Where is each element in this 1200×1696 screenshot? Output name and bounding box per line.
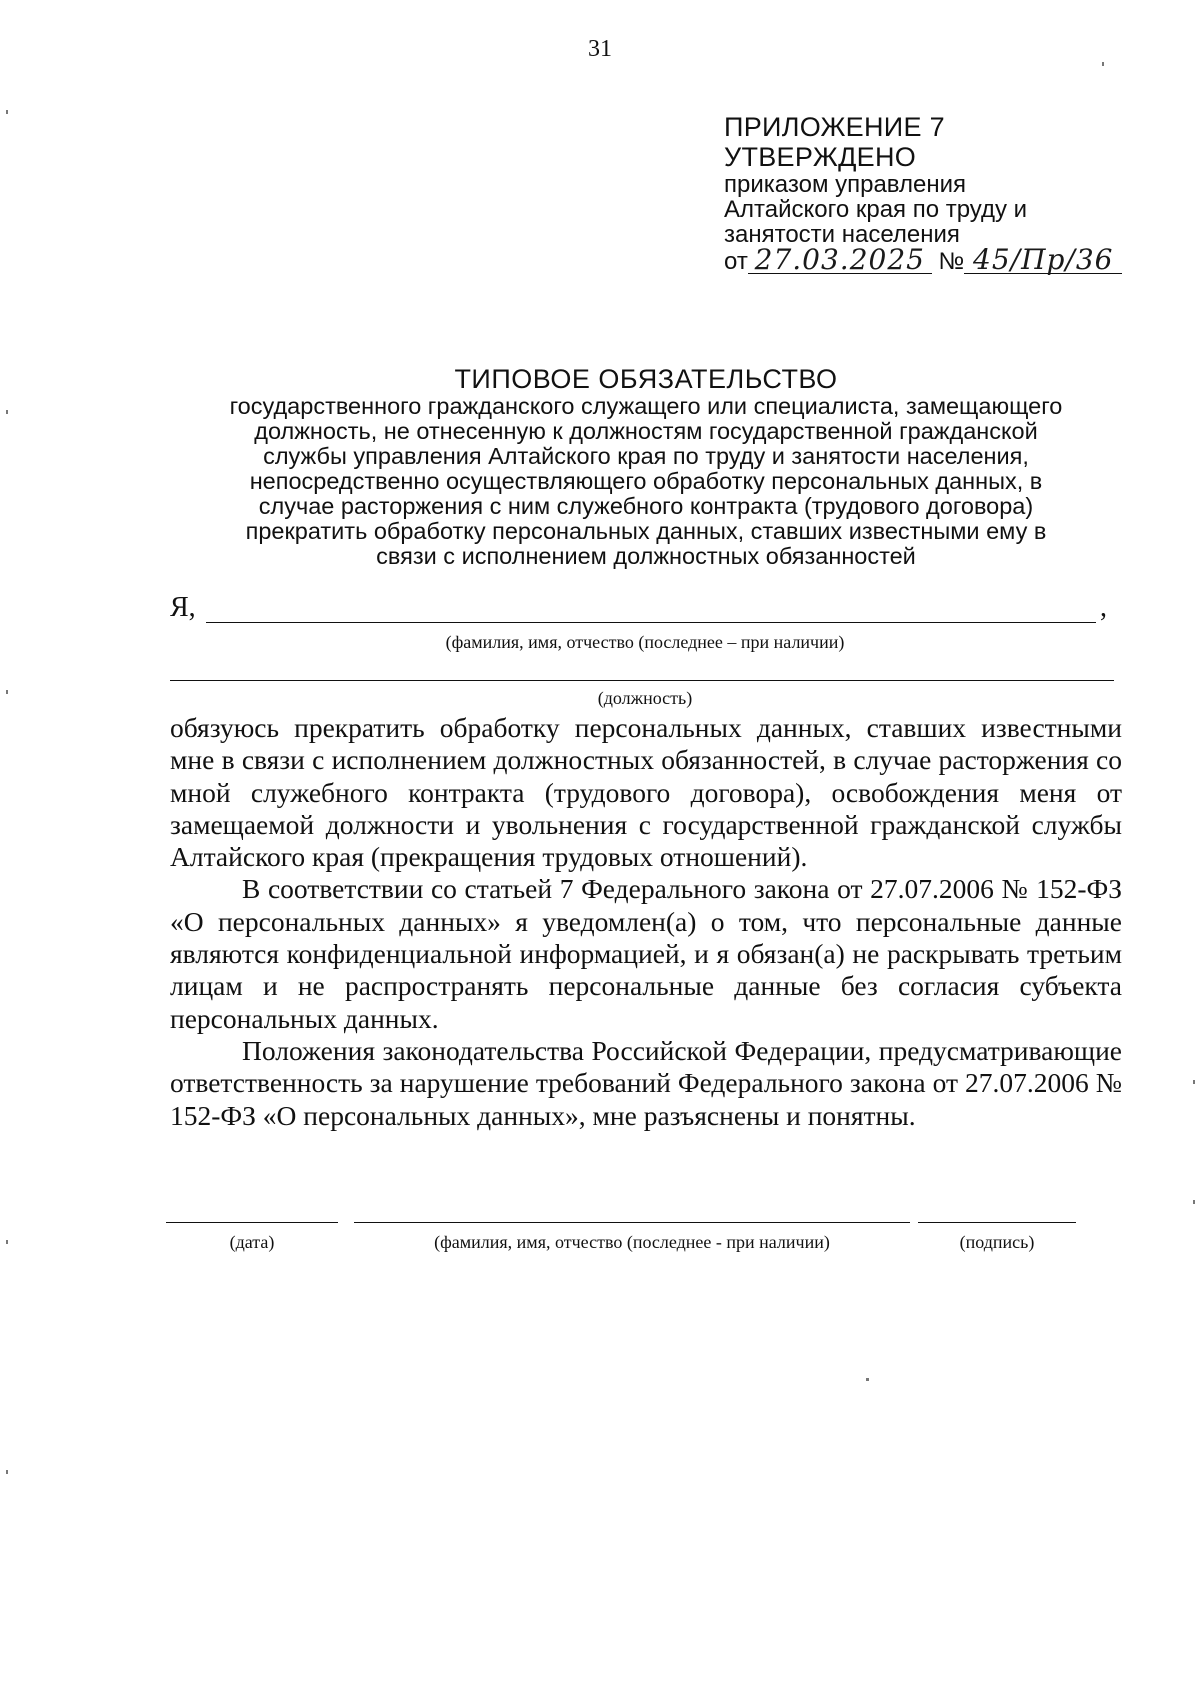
- position-caption: (должность): [597, 688, 693, 708]
- approved-label: УТВЕРЖДЕНО: [724, 142, 917, 172]
- document-title: ТИПОВОЕ ОБЯЗАТЕЛЬСТВО: [454, 364, 838, 394]
- position-blank-line[interactable]: [170, 680, 1114, 681]
- page-number: 31: [588, 36, 612, 62]
- title-line: прекратить обработку персональных данных, ставших известными ему в: [245, 518, 1047, 544]
- scan-speck: [1102, 62, 1104, 66]
- approval-line-1: приказом управления: [724, 171, 967, 198]
- approval-line-2: Алтайского края по труду и: [724, 196, 1028, 223]
- ya-label: Я,: [170, 592, 196, 623]
- signer-name-blank-line[interactable]: [354, 1222, 910, 1223]
- scan-speck: [6, 690, 8, 694]
- title-line: связи с исполнением должностных обязанностей: [376, 543, 916, 569]
- appendix-label: ПРИЛОЖЕНИЕ 7: [724, 112, 945, 142]
- number-prefix: №: [938, 248, 965, 275]
- title-line: должность, не отнесенную к должностям государственной гражданской: [254, 418, 1038, 444]
- title-line: государственного гражданского служащего или специалиста, замещающего: [229, 393, 1063, 419]
- signer-name-caption: (фамилия, имя, отчество (последнее - при наличии): [434, 1232, 830, 1252]
- approval-block: [724, 112, 1144, 276]
- name-field-row: [170, 592, 1120, 624]
- scan-speck: [866, 1378, 869, 1381]
- scan-speck: [6, 410, 8, 414]
- date-caption: (дата): [229, 1232, 275, 1252]
- scan-speck: [1193, 1200, 1195, 1204]
- comma: ,: [1100, 592, 1107, 623]
- paragraph: обязуюсь прекратить обработку персональных данных, ставших известными мне в связи с исполнением должностных обязанностей, в случае расторжения со мной служебного контракта (трудового договора), освобождения меня от замещаемой должности и увольнения с государственной гражданской службы Алтайского края (прекращения трудовых отношений).: [170, 712, 1122, 873]
- scan-speck: [6, 1470, 8, 1474]
- document-title-block: [170, 364, 1122, 569]
- name-blank-line[interactable]: [206, 622, 1096, 623]
- date-blank-line[interactable]: [166, 1222, 338, 1223]
- title-line: случае расторжения с ним служебного контракта (трудового договора): [258, 493, 1034, 519]
- order-line: [724, 243, 1144, 276]
- signature-caption: (подпись): [959, 1232, 1035, 1252]
- scan-speck: [6, 110, 8, 114]
- approval-line-3: занятости населения: [724, 221, 960, 248]
- name-caption: (фамилия, имя, отчество (последнее – при наличии): [445, 632, 845, 652]
- date-prefix: от: [724, 248, 748, 275]
- body-text: [170, 712, 1122, 1132]
- paragraph: В соответствии со статьей 7 Федерального закона от 27.07.2006 № 152-ФЗ «О персональных данных» я уведомлен(а) о том, что персональные данные являются конфиденциальной информацией, и я обязан(а) не раскрывать третьим лицам и не распространять персональные данные без согласия субъекта персональных данных.: [170, 873, 1122, 1034]
- scan-speck: [6, 1240, 8, 1244]
- handwritten-order-date: 27.03.2025: [748, 247, 932, 274]
- title-line: службы управления Алтайского края по труду и занятости населения,: [263, 443, 1029, 469]
- title-line: непосредственно осуществляющего обработку персональных данных, в: [249, 468, 1043, 494]
- handwritten-order-number: 45/Пр/36: [964, 247, 1122, 274]
- scan-speck: [1193, 1080, 1195, 1084]
- paragraph: Положения законодательства Российской Федерации, предусматривающие ответственность за нарушение требований Федерального закона от 27.07.2006 № 152-ФЗ «О персональных данных», мне разъяснены и понятны.: [170, 1034, 1122, 1131]
- signature-blank-line[interactable]: [918, 1222, 1076, 1223]
